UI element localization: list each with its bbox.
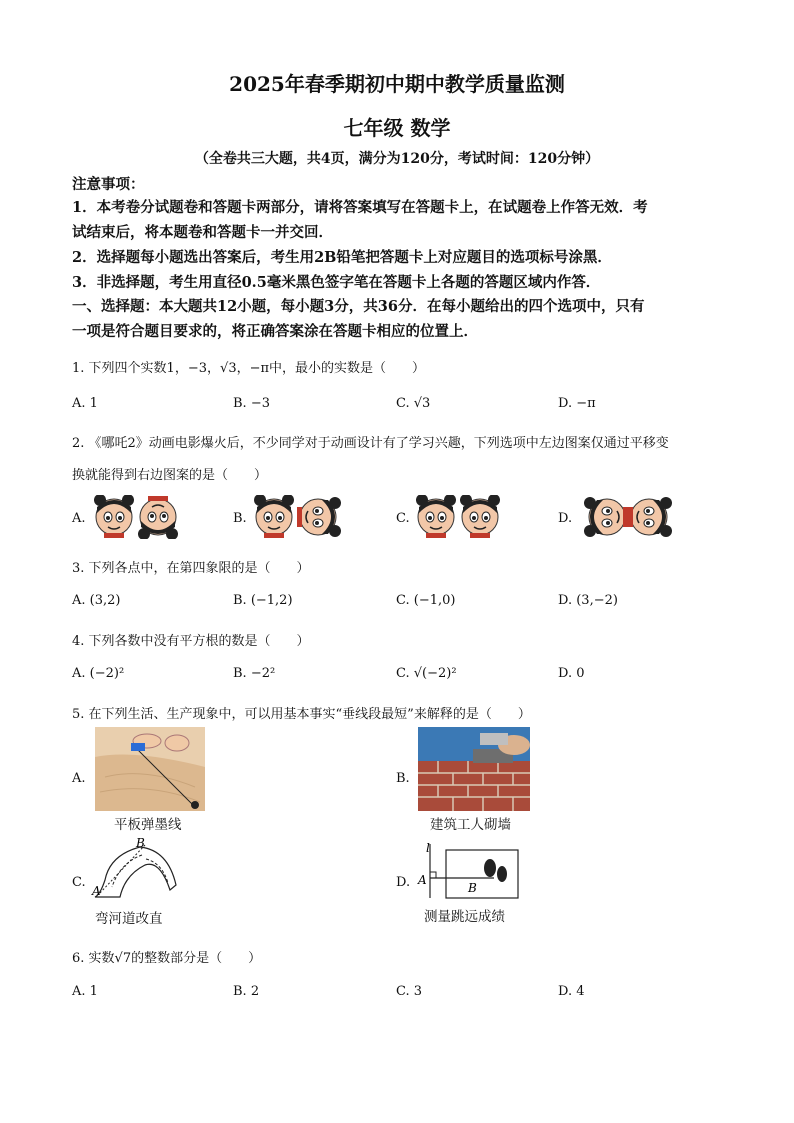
- nezha-face-rotated-icon: [297, 497, 341, 537]
- section1-line1: 一、选择题：本大题共12小题，每小题3分，共36分．在每小题给出的四个选项中，只有: [72, 298, 645, 315]
- exam-info: （全卷共三大题，共4页，满分为120分，考试时间：120分钟）: [194, 151, 600, 167]
- nezha-face-rotated-icon: [584, 497, 628, 537]
- exam-subtitle: 七年级 数学: [343, 116, 451, 140]
- note-1-line1: 1．本考卷分试题卷和答题卡两部分，请将答案填写在答题卡上，在试题卷上作答无效．考: [72, 199, 648, 216]
- q5-option-d[interactable]: D.: [396, 875, 411, 890]
- q1-num3: √3: [220, 361, 237, 376]
- q5-option-d-image: [416, 840, 522, 900]
- q5-caption-b: 建筑工人砌墙: [430, 817, 511, 833]
- q2-stem-line1: 2. 《哪吒2》动画电影爆火后，不少同学对于动画设计有了学习兴趣，下列选项中左边图案仅通过平移变: [72, 436, 669, 451]
- q5-option-c[interactable]: C.: [72, 875, 86, 890]
- q4-option-d[interactable]: D. 0: [558, 666, 585, 681]
- q5-option-b-image: [418, 727, 530, 811]
- q2-option-a[interactable]: A.: [72, 511, 86, 526]
- q5-option-a-image: [95, 727, 205, 811]
- exam-title: 2025年春季期初中期中教学质量监测: [229, 72, 565, 96]
- q3-option-d[interactable]: D. (3,−2): [558, 593, 618, 608]
- q1-sep3: ，: [236, 361, 250, 376]
- q4-option-a[interactable]: A. (−2)²: [72, 666, 125, 681]
- q1-num2: −3: [187, 361, 208, 376]
- q5-d-line-l: l: [426, 841, 430, 855]
- q5-option-b[interactable]: B.: [396, 771, 410, 786]
- q5-d-point-a: A: [418, 873, 427, 887]
- q3-option-b[interactable]: B. (−1,2): [233, 593, 293, 608]
- q2-option-d[interactable]: D.: [558, 511, 573, 526]
- q1-option-d[interactable]: D. −π: [558, 396, 596, 411]
- q5-caption-a: 平板弹墨线: [114, 817, 182, 833]
- nezha-face-translated-icon: [460, 495, 500, 538]
- q4-option-c[interactable]: C. √(−2)²: [396, 666, 457, 681]
- section1-line2: 一项是符合题目要求的，将正确答案涂在答题卡相应的位置上．: [72, 323, 478, 340]
- note-1-line2: 试结束后，将本题卷和答题卡一并交回．: [72, 224, 333, 241]
- q2-option-a-image: [92, 495, 182, 539]
- q5-c-point-a: A: [92, 884, 101, 898]
- q1-sep1: ，: [174, 361, 188, 376]
- q1-option-b[interactable]: B. −3: [233, 396, 270, 411]
- notes-heading: 注意事项：: [72, 176, 145, 193]
- q2-option-c[interactable]: C.: [396, 511, 410, 526]
- q6-option-d[interactable]: D. 4: [558, 984, 585, 999]
- q3-option-c[interactable]: C. (−1,0): [396, 593, 456, 608]
- q2-option-c-image: [414, 495, 504, 539]
- nezha-face-icon: [94, 495, 134, 538]
- q4-stem: 4. 下列各数中没有平方根的数是（ ）: [72, 634, 310, 649]
- nezha-face-rotated-icon: [138, 496, 178, 539]
- q5-caption-d: 测量跳远成绩: [424, 909, 505, 925]
- q5-stem: 5. 在下列生活、生产现象中，可以用基本事实“垂线段最短”来解释的是（ ）: [72, 707, 531, 722]
- q6-stem: 6. 实数√7的整数部分是（ ）: [72, 951, 262, 966]
- q5-d-point-b: B: [468, 881, 477, 895]
- q3-option-a[interactable]: A. (3,2): [72, 593, 121, 608]
- nezha-face-icon: [254, 495, 294, 538]
- note-3: 3．非选择题，考生用直径0.5毫米黑色签字笔在答题卡上各题的答题区域内作答．: [72, 274, 601, 291]
- q2-option-b-image: [252, 495, 342, 539]
- q2-option-b[interactable]: B.: [233, 511, 247, 526]
- q5-caption-c: 弯河道改直: [95, 911, 163, 927]
- q1-option-c[interactable]: C. √3: [396, 396, 431, 411]
- note-2: 2．选择题每小题选出答案后，考生用2B铅笔把答题卡上对应题目的选项标号涂黑．: [72, 249, 612, 266]
- q5-c-point-b: B: [136, 836, 145, 850]
- q1-num4: −π: [249, 361, 270, 376]
- q1-stem-a: 1. 下列四个实数: [72, 361, 167, 376]
- q5-option-a[interactable]: A.: [72, 771, 86, 786]
- q5-option-c-image: [90, 835, 178, 903]
- q6-option-b[interactable]: B. 2: [233, 984, 260, 999]
- q6-option-a[interactable]: A. 1: [72, 984, 98, 999]
- q4-option-b[interactable]: B. −2²: [233, 666, 276, 681]
- q3-stem: 3. 下列各点中，在第四象限的是（ ）: [72, 561, 310, 576]
- q1-sep2: ，: [207, 361, 221, 376]
- nezha-face-icon: [416, 495, 456, 538]
- q1-num1: 1: [166, 361, 175, 376]
- q6-option-c[interactable]: C. 3: [396, 984, 423, 999]
- q2-stem-line2: 换就能得到右边图案的是（ ）: [72, 468, 268, 483]
- q2-option-d-image: [583, 495, 673, 539]
- q1-stem: [72, 357, 425, 376]
- q1-stem-b: 中，最小的实数是（ ）: [269, 361, 426, 376]
- nezha-face-rotated-icon: [628, 497, 672, 537]
- q1-option-a[interactable]: A. 1: [72, 396, 98, 411]
